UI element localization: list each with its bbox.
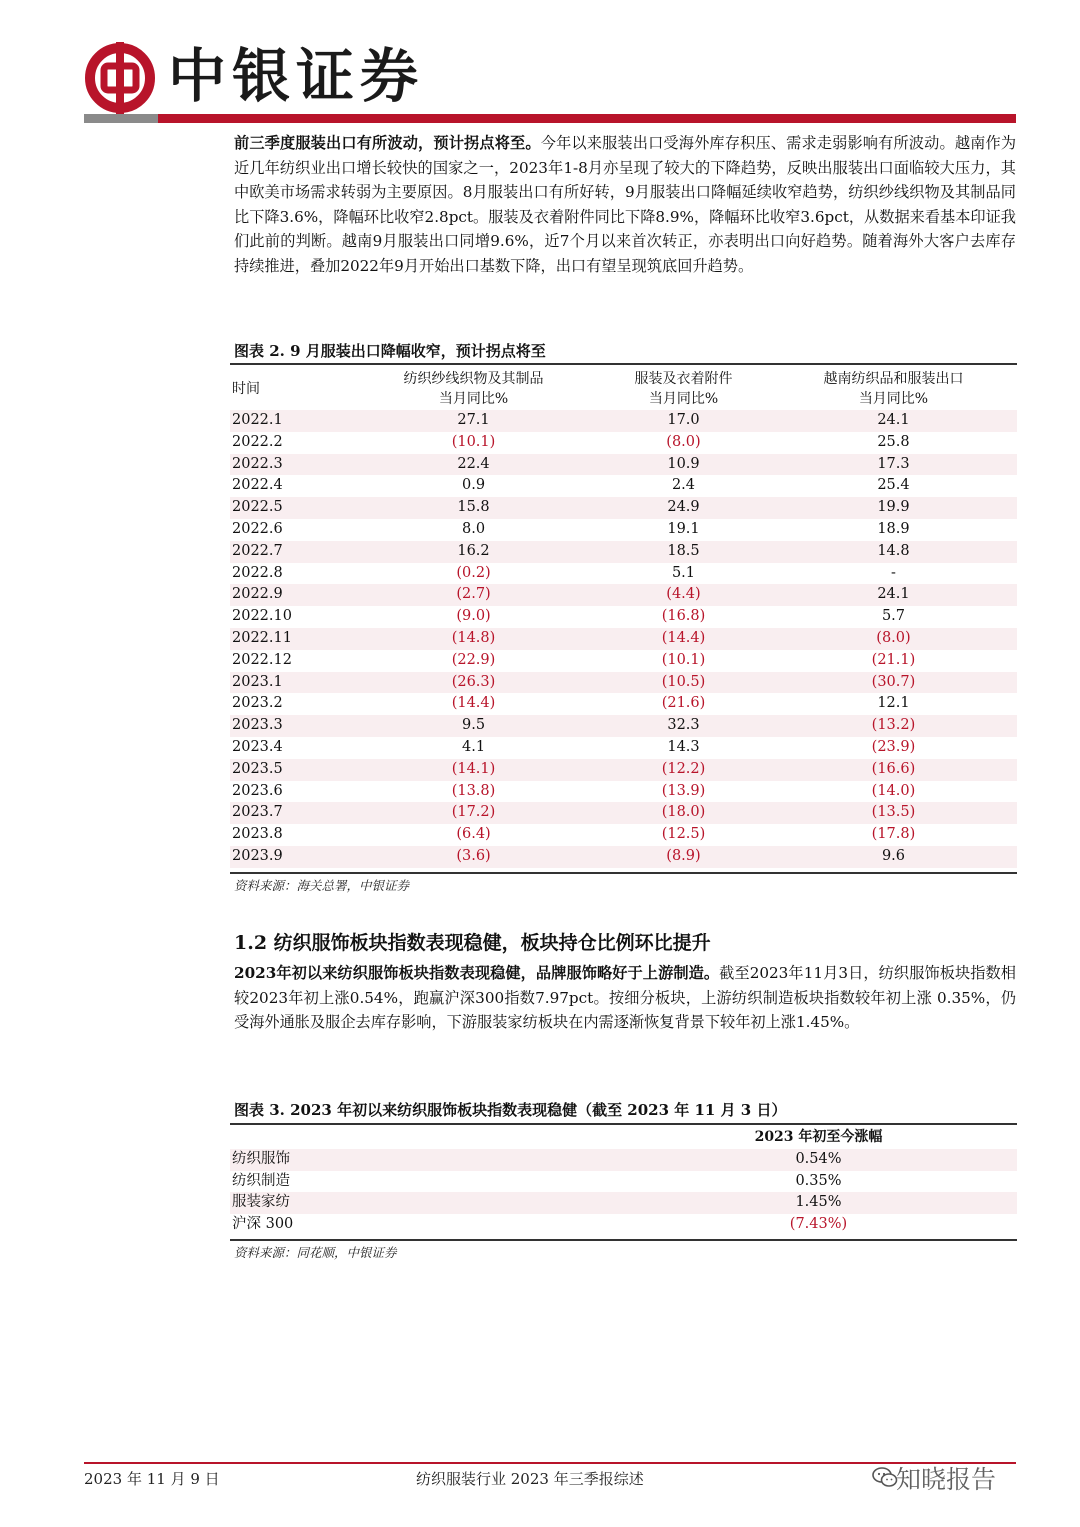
brand-name: 中银证券: [168, 42, 425, 110]
table-cell: 10.9: [597, 454, 770, 476]
table-cell: (14.0): [871, 782, 916, 799]
table-row: [230, 824, 1017, 846]
table-cell: 24.1: [770, 584, 1017, 606]
table-cell: (9.0): [456, 608, 491, 625]
table-cell: (14.4): [597, 628, 770, 650]
table-cell: 14.3: [667, 738, 700, 755]
row-time: 2022.11: [230, 628, 350, 650]
table-cell: 24.1: [770, 410, 1017, 432]
table-cell: (4.4): [597, 584, 770, 606]
table-cell: (18.0): [597, 802, 770, 824]
row-label: 纺织服饰: [230, 1149, 620, 1171]
table-cell: 4.1: [461, 738, 486, 755]
row-time: 2023.3: [230, 715, 350, 737]
table-cell: (12.2): [597, 759, 770, 781]
row-time: 2022.6: [232, 520, 283, 537]
table-cell: (16.8): [661, 608, 706, 625]
section-body: 截至2023年11月3日，纺织服饰板块指数相较2023年初上涨0.54%，跑赢沪深300指数7.97pct。按细分板块，上游纺织制造板块指数较年初上涨 0.35%，仍受海外通胀及服企去库存影响，下游服装家纺板块在内需逐渐恢复背景下较年初上涨1.45%。: [234, 964, 1016, 1031]
section-title: 1.2 纺织服饰板块指数表现稳健，板块持仓比例环比提升: [234, 932, 711, 954]
table-cell: (13.5): [770, 802, 1017, 824]
figure3-col-header: 2023 年初至今涨幅: [754, 1129, 883, 1145]
footer-title: 纺织服装行业 2023 年三季报综述: [416, 1470, 644, 1488]
table-row: [230, 1171, 1017, 1193]
table-cell: (3.6): [350, 846, 597, 868]
figure2-header-row: [230, 367, 1017, 410]
table-cell: 19.1: [667, 520, 700, 537]
table-cell: (6.4): [456, 826, 491, 843]
header-rule: [84, 114, 1016, 123]
table-cell: (2.7): [350, 584, 597, 606]
table-cell: 1.45%: [620, 1192, 1017, 1214]
figure2-table-body: [230, 410, 1017, 868]
table-cell: -: [891, 564, 896, 581]
table-cell: 8.0: [461, 520, 486, 537]
table-row: [230, 606, 1017, 628]
table-row: [230, 846, 1017, 868]
figure2-title: 图表 2. 9 月服装出口降幅收窄，预计拐点将至: [234, 342, 546, 360]
col3-header: 越南纺织品和服装出口 当月同比%: [823, 370, 964, 407]
row-time: 2023.8: [232, 826, 283, 843]
table-cell: (8.0): [770, 628, 1017, 650]
table-row: [230, 1192, 1017, 1214]
intro-paragraph: [234, 131, 1016, 278]
table-cell: 18.5: [597, 541, 770, 563]
table-cell: (21.1): [871, 651, 916, 668]
table-cell: 15.8: [350, 497, 597, 519]
row-time: 2023.6: [232, 782, 283, 799]
table-cell: 2.4: [671, 477, 696, 494]
table-cell: 5.7: [881, 608, 905, 625]
table-row: [230, 715, 1017, 737]
figure3-bottom-rule: [230, 1239, 1017, 1241]
footer-rule: [84, 1462, 1016, 1464]
figure2-top-rule: [230, 363, 1017, 365]
bank-of-china-logo: [84, 42, 156, 114]
table-cell: (13.8): [451, 782, 496, 799]
figure3-header-row: [230, 1127, 1017, 1149]
table-cell: (22.9): [451, 651, 496, 668]
table-row: [230, 650, 1017, 672]
figure3-table-body: [230, 1149, 1017, 1236]
table-row: [230, 1149, 1017, 1171]
table-cell: 9.6: [770, 846, 1017, 868]
row-time: 2023.2: [232, 695, 283, 712]
table-row: [230, 693, 1017, 715]
table-cell: (14.4): [451, 695, 496, 712]
wechat-icon: [872, 1466, 898, 1488]
table-cell: 32.3: [597, 715, 770, 737]
table-row: [230, 541, 1017, 563]
table-cell: 17.0: [597, 410, 770, 432]
table-row: [230, 781, 1017, 803]
table-cell: 19.9: [770, 497, 1017, 519]
row-time: 2022.10: [232, 608, 292, 625]
table-cell: (13.9): [661, 782, 706, 799]
table-cell: 0.35%: [795, 1172, 842, 1189]
row-time: 2023.5: [230, 759, 350, 781]
table-cell: (14.8): [350, 628, 597, 650]
figure3-source: 资料来源：同花顺，中银证券: [234, 1245, 397, 1260]
table-cell: 17.3: [770, 454, 1017, 476]
table-row: [230, 759, 1017, 781]
table-cell: (16.6): [770, 759, 1017, 781]
figure2-bottom-rule: [230, 872, 1017, 874]
table-row: [230, 584, 1017, 606]
table-cell: 18.9: [877, 520, 910, 537]
table-cell: 22.4: [350, 454, 597, 476]
footer-date: 2023 年 11 月 9 日: [84, 1470, 220, 1488]
table-row: [230, 475, 1017, 497]
table-cell: (12.5): [661, 826, 706, 843]
row-time: 2022.1: [230, 410, 350, 432]
table-cell: (10.5): [597, 672, 770, 694]
figure3-table: [230, 1127, 1017, 1236]
table-cell: (10.1): [661, 651, 706, 668]
table-cell: 24.9: [597, 497, 770, 519]
row-label: 纺织制造: [232, 1172, 290, 1189]
row-time: 2022.7: [230, 541, 350, 563]
figure2-table: [230, 367, 1017, 868]
table-cell: 0.54%: [620, 1149, 1017, 1171]
table-cell: (0.2): [456, 564, 491, 581]
table-cell: (14.1): [350, 759, 597, 781]
row-time: 2022.5: [230, 497, 350, 519]
table-row: [230, 454, 1017, 476]
table-row: [230, 628, 1017, 650]
table-cell: 25.4: [877, 477, 910, 494]
intro-body: 今年以来服装出口受海外库存积压、需求走弱影响有所波动。越南作为近几年纺织业出口增长较快的国家之一，2023年1-8月亦呈现了较大的下降趋势，反映出服装出口面临较大压力，其中欧美市场需求转弱为主要原因。8月服装出口有所好转，9月服装出口降幅延续收窄趋势，纺织纱线织物及其制品同比下降3.6%，降幅环比收窄2.8pct。服装及衣着附件同比下降8.9%，降幅环比收窄3.6pct，从数据来看基本印证我们此前的判断。越南9月服装出口同增9.6%，近7个月以来首次转正，亦表明出口向好趋势。随着海外大客户去库存持续推进，叠加2022年9月开始出口基数下降，出口有望呈现筑底回升趋势。: [234, 134, 1017, 275]
figure3-top-rule: [230, 1123, 1017, 1125]
col-time-header: 时间: [232, 380, 260, 397]
figure2-source: 资料来源：海关总署，中银证券: [234, 878, 410, 893]
row-time: 2022.9: [230, 584, 350, 606]
table-row: [230, 519, 1017, 541]
table-cell: (13.2): [770, 715, 1017, 737]
table-row: [230, 672, 1017, 694]
table-cell: (8.0): [666, 433, 701, 450]
table-cell: (17.2): [350, 802, 597, 824]
row-label: 沪深 300: [232, 1216, 294, 1233]
col2-header: 服装及衣着附件 当月同比%: [634, 370, 733, 407]
row-time: 2022.8: [232, 564, 283, 581]
table-cell: 12.1: [877, 695, 910, 712]
table-cell: (30.7): [770, 672, 1017, 694]
row-time: 2023.1: [230, 672, 350, 694]
table-cell: 16.2: [350, 541, 597, 563]
row-time: 2022.3: [230, 454, 350, 476]
section-lead: 2023年初以来纺织服饰板块指数表现稳健，品牌服饰略好于上游制造。: [234, 964, 720, 982]
header-rule-accent: [84, 114, 158, 123]
table-row: [230, 497, 1017, 519]
row-time: 2023.9: [230, 846, 350, 868]
intro-lead: 前三季度服装出口有所波动，预计拐点将至。: [234, 134, 541, 152]
table-cell: (7.43%): [789, 1216, 848, 1233]
table-cell: (26.3): [350, 672, 597, 694]
table-row: [230, 1214, 1017, 1236]
table-cell: 5.1: [671, 564, 696, 581]
row-time: 2022.12: [232, 651, 292, 668]
row-time: 2023.7: [230, 802, 350, 824]
table-row: [230, 410, 1017, 432]
table-cell: 14.8: [770, 541, 1017, 563]
table-cell: 9.5: [350, 715, 597, 737]
table-row: [230, 737, 1017, 759]
section-paragraph: [234, 961, 1016, 1035]
table-row: [230, 432, 1017, 454]
table-cell: 25.8: [877, 433, 910, 450]
table-cell: (17.8): [871, 826, 916, 843]
table-cell: 0.9: [461, 477, 486, 494]
table-cell: (23.9): [871, 738, 916, 755]
table-cell: 27.1: [350, 410, 597, 432]
table-row: [230, 802, 1017, 824]
table-cell: (8.9): [597, 846, 770, 868]
table-cell: (10.1): [451, 433, 496, 450]
table-row: [230, 563, 1017, 585]
watermark: 知晓报告: [896, 1465, 997, 1494]
table-cell: (21.6): [661, 695, 706, 712]
row-time: 2022.4: [232, 477, 283, 494]
row-time: 2023.4: [232, 738, 283, 755]
row-label: 服装家纺: [230, 1192, 620, 1214]
row-time: 2022.2: [232, 433, 283, 450]
figure3-title: 图表 3. 2023 年初以来纺织服饰板块指数表现稳健（截至 2023 年 11 月 3 日）: [234, 1101, 787, 1119]
col1-header: 纺织纱线织物及其制品 当月同比%: [403, 370, 544, 407]
